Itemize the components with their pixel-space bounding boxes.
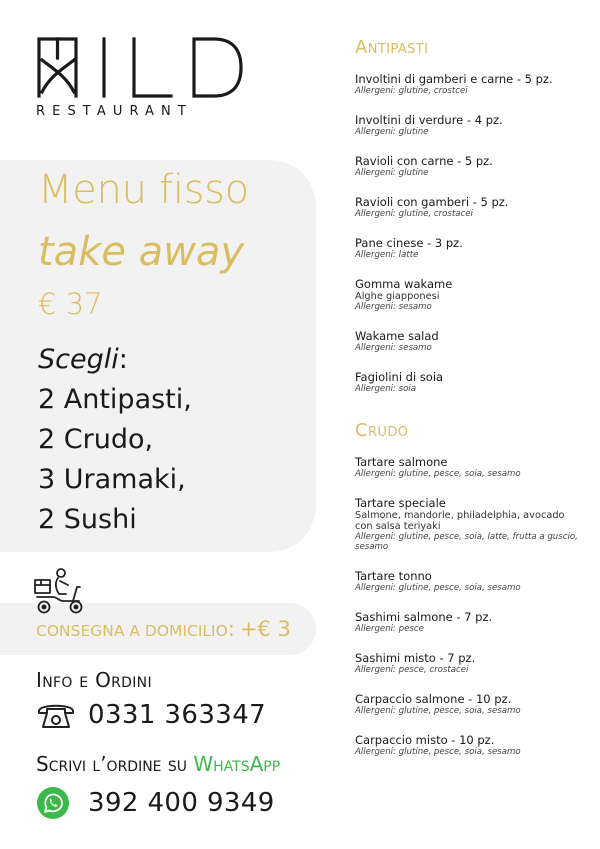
item-name: Pane cinese - 3 pz.	[355, 236, 463, 250]
menu-item	[355, 610, 580, 634]
whatsapp-heading	[36, 752, 280, 776]
item-allergens: Allergeni: glutine, crostcei	[355, 86, 468, 96]
item-name: Fagiolini di soia	[355, 370, 444, 384]
mild-wordmark-logo	[36, 36, 246, 98]
whatsapp-row[interactable]	[36, 783, 275, 823]
item-description: Salmone, mandorle, philadelphia, avocado con salsa teriyaki	[355, 510, 565, 532]
menu-item	[355, 692, 580, 716]
menu-item	[355, 277, 580, 312]
choice-line: 3 Uramaki,	[38, 464, 186, 495]
info-orders-heading: Info e Ordini	[36, 668, 152, 692]
menu-item	[355, 651, 580, 675]
item-allergens: Allergeni: glutine	[355, 168, 429, 178]
item-name: Wakame salad	[355, 329, 439, 343]
delivery-scooter-icon	[33, 567, 87, 615]
telephone-icon	[36, 700, 76, 730]
choose-label: Scegli	[38, 344, 119, 375]
item-name: Tartare salmone	[355, 455, 448, 469]
delivery-colon: :	[227, 617, 235, 641]
item-allergens: Allergeni: glutine, pesce, soia, sesamo	[355, 583, 521, 593]
choose-colon: :	[118, 344, 128, 375]
item-description: Alghe giapponesi	[355, 291, 440, 302]
section-title: Antipasti	[355, 37, 429, 58]
logo-subtitle: RESTAURANT	[36, 104, 193, 119]
item-allergens: Allergeni: sesamo	[355, 302, 432, 312]
whatsapp-number[interactable]: 392 400 9349	[88, 788, 275, 818]
item-allergens: Allergeni: pesce, crostacei	[355, 665, 469, 675]
menu-item	[355, 236, 580, 260]
choice-line: 2 Sushi	[38, 504, 137, 535]
item-allergens: Allergeni: glutine	[355, 127, 429, 137]
delivery-info	[36, 617, 291, 641]
phone-row[interactable]	[36, 696, 266, 734]
section-crudo	[355, 420, 580, 757]
whatsapp-brand: WhatsApp	[193, 752, 281, 776]
offer-title: Menu fisso	[38, 167, 249, 213]
whatsapp-prefix: Scrivi l’ordine su	[36, 752, 194, 776]
offer-price: € 37	[38, 287, 103, 321]
choice-line: 2 Crudo,	[38, 424, 154, 455]
item-name: Tartare speciale	[355, 496, 446, 510]
item-name: Sashimi salmone - 7 pz.	[355, 610, 493, 624]
item-allergens: Allergeni: sesamo	[355, 343, 432, 353]
choose-heading	[38, 340, 192, 380]
item-name: Gomma wakame	[355, 277, 453, 291]
item-allergens: Allergeni: glutine, pesce, soia, sesamo	[355, 469, 521, 479]
restaurant-logo	[36, 36, 246, 119]
section-antipasti	[355, 37, 580, 394]
menu-item	[355, 113, 580, 137]
phone-number[interactable]: 0331 363347	[88, 700, 267, 730]
offer-choices	[38, 340, 192, 540]
delivery-price: +€ 3	[239, 617, 291, 641]
item-name: Ravioli con gamberi - 5 pz.	[355, 195, 509, 209]
item-name: Involtini di gamberi e carne - 5 pz.	[355, 72, 553, 86]
menu-column	[355, 37, 580, 774]
item-allergens: Allergeni: glutine, crostacei	[355, 209, 473, 219]
menu-item	[355, 569, 580, 593]
menu-item	[355, 733, 580, 757]
item-name: Involtini di verdure - 4 pz.	[355, 113, 503, 127]
item-allergens: Allergeni: glutine, pesce, soia, sesamo	[355, 747, 521, 757]
item-name: Sashimi misto - 7 pz.	[355, 651, 476, 665]
item-name: Ravioli con carne - 5 pz.	[355, 154, 493, 168]
item-allergens: Allergeni: soia	[355, 384, 417, 394]
whatsapp-icon	[36, 786, 70, 820]
menu-item	[355, 72, 580, 96]
menu-item	[355, 195, 580, 219]
item-name: Carpaccio misto - 10 pz.	[355, 733, 495, 747]
menu-item	[355, 455, 580, 479]
menu-item	[355, 370, 580, 394]
choice-line: 2 Antipasti,	[38, 384, 192, 415]
offer-subtitle: take away	[38, 229, 245, 275]
menu-item	[355, 154, 580, 178]
item-allergens: Allergeni: pesce	[355, 624, 424, 634]
item-allergens: Allergeni: glutine, pesce, soia, latte, frutta a guscio, sesamo	[355, 532, 578, 552]
item-name: Tartare tonno	[355, 569, 432, 583]
menu-item	[355, 329, 580, 353]
item-name: Carpaccio salmone - 10 pz.	[355, 692, 512, 706]
item-allergens: Allergeni: glutine, pesce, soia, sesamo	[355, 706, 521, 716]
menu-item	[355, 496, 580, 552]
section-title: Crudo	[355, 420, 409, 441]
delivery-label: CONSEGNA A DOMICILIO	[36, 622, 228, 640]
item-allergens: Allergeni: latte	[355, 250, 419, 260]
